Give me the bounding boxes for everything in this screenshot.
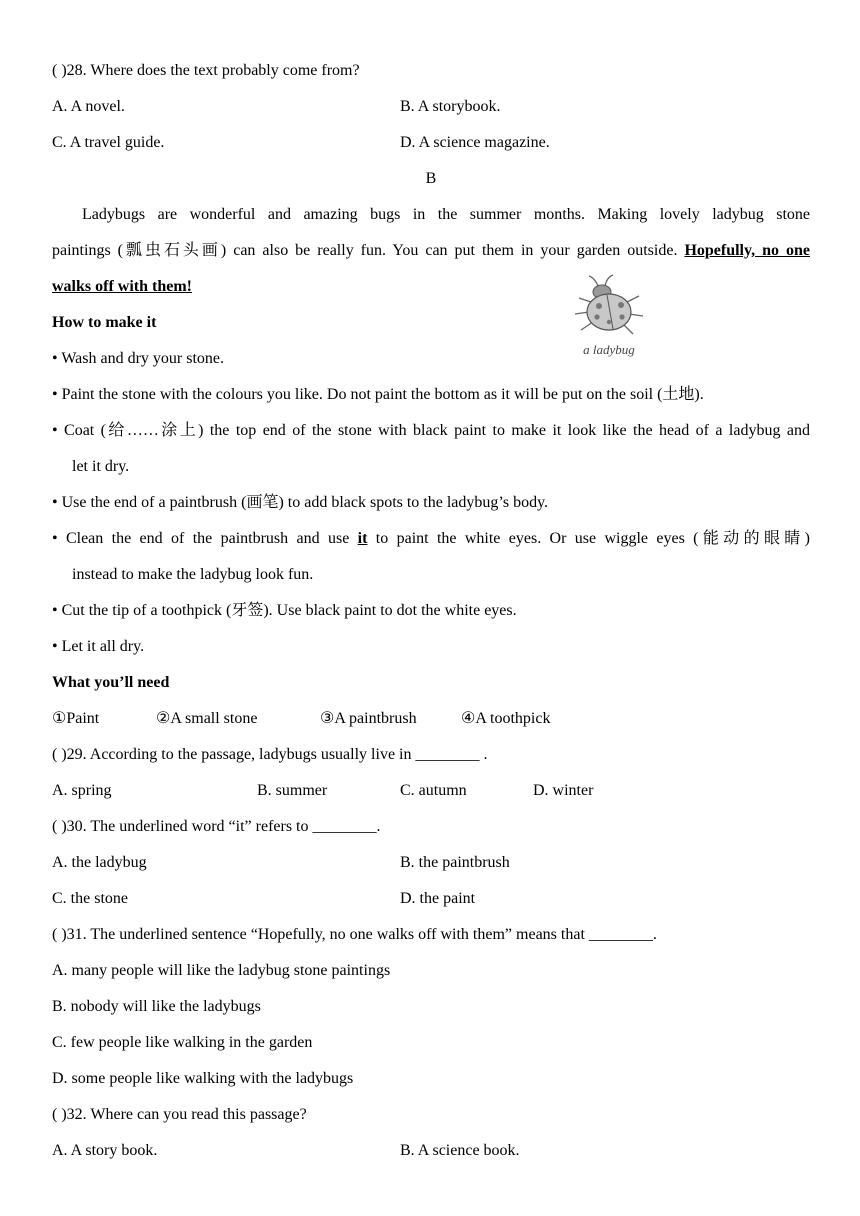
question-29-option-b: B. summer <box>257 782 328 799</box>
passage-line-2 <box>52 240 810 262</box>
question-29-option-d: D. winter <box>533 782 594 799</box>
question-29-options <box>52 780 810 802</box>
question-32-stem: ( )32. Where can you read this passage? <box>52 1106 307 1123</box>
question-32-option-b: B. A science book. <box>400 1142 520 1159</box>
underlined-sentence-part-1: Hopefully, no one <box>684 242 810 259</box>
question-31-option-b: B. nobody will like the ladybugs <box>52 998 261 1015</box>
question-30-option-a: A. the ladybug <box>52 854 147 871</box>
question-31-option-a: A. many people will like the ladybug stone paintings <box>52 962 391 979</box>
ladybug-icon <box>569 272 649 342</box>
step-5 <box>52 528 810 550</box>
ladybug-illustration <box>569 272 649 364</box>
step-3: • Coat (给……涂上) the top end of the stone with black paint to make it look like the head of a ladybug and <box>52 422 810 439</box>
underlined-word-it: it <box>357 530 368 547</box>
question-28-option-a: A. A novel. <box>52 98 125 115</box>
question-29-option-c: C. autumn <box>400 782 467 799</box>
question-31-option-d: D. some people like walking with the ladybugs <box>52 1070 354 1087</box>
step-5-text-before: • Clean the end of the paintbrush and use <box>52 530 358 547</box>
step-5-text-after: to paint the white eyes. Or use wiggle eyes (能动的眼睛) <box>367 530 810 547</box>
need-item: ④A toothpick <box>461 710 551 727</box>
question-30-option-c: C. the stone <box>52 890 128 907</box>
step-7: • Let it all dry. <box>52 638 145 655</box>
question-28-option-c: C. A travel guide. <box>52 134 165 151</box>
step-3-continued: let it dry. <box>72 458 130 475</box>
question-32-option-a: A. A story book. <box>52 1142 158 1159</box>
step-6: • Cut the tip of a toothpick (牙签). Use black paint to dot the white eyes. <box>52 602 517 619</box>
needs-list <box>52 708 810 730</box>
step-1: • Wash and dry your stone. <box>52 350 224 367</box>
question-28-option-d: D. A science magazine. <box>400 134 550 151</box>
passage-line-2-text: paintings (瓢虫石头画) can also be really fun. You can put them in your garden outside. <box>52 242 685 259</box>
passage-line-1: Ladybugs are wonderful and amazing bugs in the summer months. Making lovely ladybug stone <box>82 206 810 223</box>
question-30-stem: ( )30. The underlined word “it” refers to ________. <box>52 818 381 835</box>
question-30-option-b: B. the paintbrush <box>400 854 510 871</box>
need-item: ①Paint <box>52 710 100 727</box>
question-29-option-a: A. spring <box>52 782 112 799</box>
how-to-heading: How to make it <box>52 314 157 331</box>
need-item: ②A small stone <box>156 710 258 727</box>
section-title: B <box>425 170 437 187</box>
underlined-sentence-part-2: walks off with them! <box>52 278 192 295</box>
question-31-stem: ( )31. The underlined sentence “Hopefully, no one walks off with them” means that ________. <box>52 926 657 943</box>
question-31-option-c: C. few people like walking in the garden <box>52 1034 313 1051</box>
image-caption: a ladybug <box>583 342 635 357</box>
step-4: • Use the end of a paintbrush (画笔) to add black spots to the ladybug’s body. <box>52 494 549 511</box>
question-29-stem: ( )29. According to the passage, ladybugs usually live in ________ . <box>52 746 488 763</box>
question-28-option-b: B. A storybook. <box>400 98 501 115</box>
question-30-option-d: D. the paint <box>400 890 476 907</box>
step-5-continued: instead to make the ladybug look fun. <box>72 566 314 583</box>
question-28-stem: ( )28. Where does the text probably come from? <box>52 62 360 79</box>
step-2: • Paint the stone with the colours you like. Do not paint the bottom as it will be put on the soil (土地). <box>52 386 704 403</box>
need-item: ③A paintbrush <box>320 710 417 727</box>
needs-heading: What you’ll need <box>52 674 170 691</box>
